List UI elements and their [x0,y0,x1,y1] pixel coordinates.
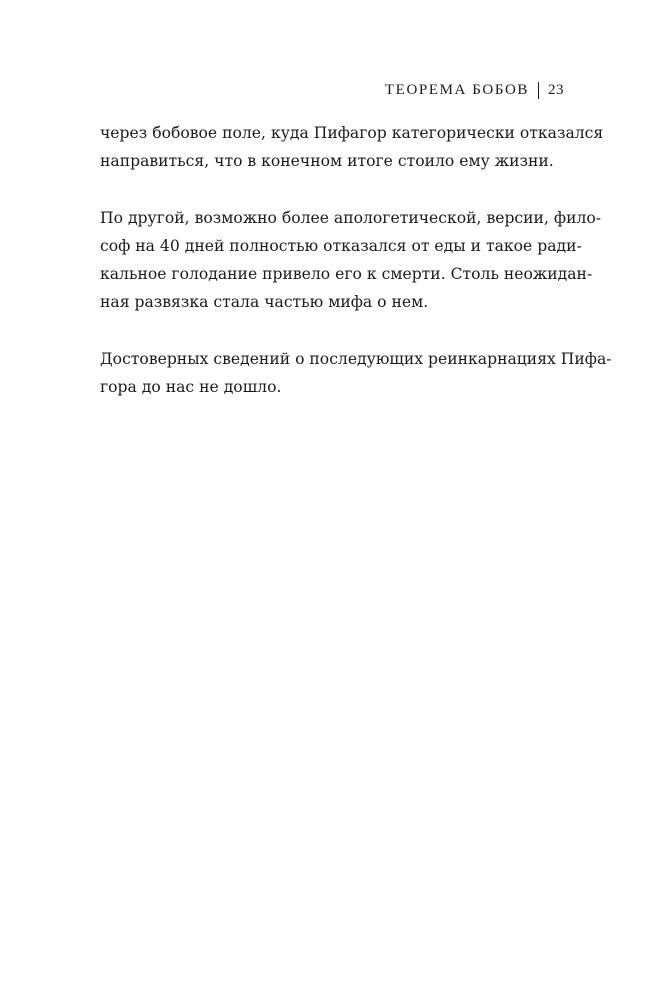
paragraph [100,345,612,401]
text-line: ная развязка стала частью мифа о нем. [100,293,429,312]
text-line: направиться, что в конечном итоге стоило ему жизни. [100,152,554,171]
page-number: 23 [548,82,564,98]
body-text [100,119,612,429]
text-line: кальное голодание привело его к смерти. Столь неожидан- [100,265,593,283]
text-line: Достоверных сведений о последующих реинкарнациях Пифа- [100,349,612,368]
text-line: соф на 40 дней полностью отказался от еды и такое ради- [100,236,582,255]
running-head [385,82,564,99]
text-line: По другой, возможно более апологетической, версии, фило- [100,208,602,227]
text-line: гора до нас не дошло. [100,377,282,396]
text-line: через бобовое поле, куда Пифагор категорически отказался [100,124,604,142]
header-separator [538,82,539,99]
running-title: ТЕОРЕМА БОБОВ [384,82,529,98]
paragraph [100,119,604,175]
paragraph [100,204,602,317]
